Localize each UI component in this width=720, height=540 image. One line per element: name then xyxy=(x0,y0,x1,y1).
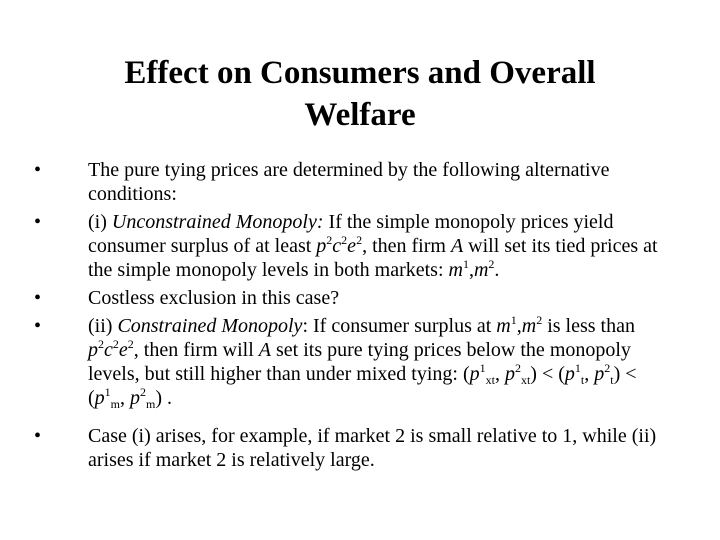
b2-var-m2: m xyxy=(473,259,489,281)
b4-var-p: p xyxy=(88,339,98,361)
b4-var-c-sup: 2 xyxy=(112,337,119,351)
b2-var-m2-sup: 2 xyxy=(488,257,495,271)
b4-text-7: ) < ( xyxy=(530,363,565,385)
b4-var-m2: m xyxy=(521,315,537,337)
b4-sep-3: , xyxy=(120,387,131,409)
bullet-icon: • xyxy=(34,159,42,181)
title-line-2: Welfare xyxy=(304,97,416,133)
b4-pt2-sup: 2 xyxy=(604,361,611,375)
b4-px1: p xyxy=(469,363,480,385)
b2-firm: A xyxy=(450,235,464,257)
b4-pm2-sub: m xyxy=(146,397,156,411)
b4-pm1-sup: 1 xyxy=(104,385,111,399)
b4-pm1-sub: m xyxy=(110,397,121,411)
bullet-list xyxy=(34,158,674,476)
bullet-icon: • xyxy=(34,315,42,337)
b4-var-m1-sup: 1 xyxy=(510,313,517,327)
bullet-5-text: Case (i) arises, for example, if market 2 is small relative to 1, while (ii) arises if market 2 is relatively large. xyxy=(88,425,657,471)
b4-pt1: p xyxy=(564,363,575,385)
b4-var-e: e xyxy=(118,339,128,361)
b4-text-6: set its pure tying prices below the monopoly levels, but still higher than under mixed tying: ( xyxy=(88,339,631,385)
b4-px1-sub: xt xyxy=(485,373,495,387)
bullet-item-4 xyxy=(34,314,674,410)
b2-comma: , xyxy=(468,259,474,281)
bullet-item-3 xyxy=(34,286,674,310)
slide-title xyxy=(60,52,660,136)
b4-px2: p xyxy=(504,363,515,385)
bullet-icon: • xyxy=(34,211,42,233)
bullet-icon: • xyxy=(34,425,42,447)
b4-text-4: is less than xyxy=(542,315,635,337)
b4-var-p-sup: 2 xyxy=(98,337,104,351)
b4-pt1-sub: t xyxy=(580,373,585,387)
b4-sep-2: , xyxy=(584,363,595,385)
b4-firm: A xyxy=(258,339,271,361)
b4-px2-sup: 2 xyxy=(514,361,521,375)
bullet-item-5 xyxy=(34,424,674,472)
b2-text-1: (i) xyxy=(88,211,112,233)
b4-pm2: p xyxy=(130,387,141,409)
b2-var-p: p xyxy=(316,235,327,257)
b2-end: . xyxy=(494,259,500,281)
b4-var-c: c xyxy=(104,339,113,361)
bullet-icon: • xyxy=(34,287,42,309)
b4-pt2: p xyxy=(594,363,605,385)
b4-comma: , xyxy=(516,315,522,337)
b4-var-m2-sup: 2 xyxy=(536,313,543,327)
b4-var-e-sup: 2 xyxy=(127,337,134,351)
b2-text-3: If the simple monopoly prices yield consumer surplus of at least xyxy=(88,211,614,257)
b4-text-3: : If consumer surplus at xyxy=(302,315,497,337)
b2-var-p-sup: 2 xyxy=(326,233,333,247)
b4-text-8: ) < ( xyxy=(88,363,637,409)
b4-term-constrained: Constrained Monopoly xyxy=(117,315,303,337)
b4-text-5: , then firm will xyxy=(133,339,259,361)
b4-text-9: ) . xyxy=(155,387,173,409)
b2-var-c-sup: 2 xyxy=(341,233,348,247)
bullet-item-2 xyxy=(34,210,674,282)
b4-text-1: (ii) xyxy=(88,315,118,337)
title-line-1: Effect on Consumers and Overall xyxy=(124,55,596,91)
bullet-item-1 xyxy=(34,158,674,206)
b4-pm2-sup: 2 xyxy=(140,385,147,399)
b2-text-5: will set its tied prices at the simple monopoly levels in both markets: xyxy=(88,235,658,281)
b2-var-e-sup: 2 xyxy=(356,233,363,247)
b2-term-unconstrained: Unconstrained Monopoly: xyxy=(111,211,324,233)
b4-px1-sup: 1 xyxy=(479,361,486,375)
b2-var-e: e xyxy=(347,235,357,257)
b4-pm1: p xyxy=(94,387,105,409)
b2-var-m1: m xyxy=(448,259,463,281)
b2-var-c: c xyxy=(332,235,342,257)
b4-var-m1: m xyxy=(496,315,511,337)
b4-px2-sub: xt xyxy=(520,373,531,387)
b2-var-m1-sup: 1 xyxy=(462,257,469,271)
b4-pt1-sup: 1 xyxy=(574,361,581,375)
b2-text-4: , then firm xyxy=(362,235,451,257)
b4-pt2-sub: t xyxy=(610,373,614,387)
b4-sep-1: , xyxy=(494,363,505,385)
bullet-1-text: The pure tying prices are determined by the following alternative conditions: xyxy=(88,159,610,205)
bullet-3-text: Costless exclusion in this case? xyxy=(88,287,340,309)
